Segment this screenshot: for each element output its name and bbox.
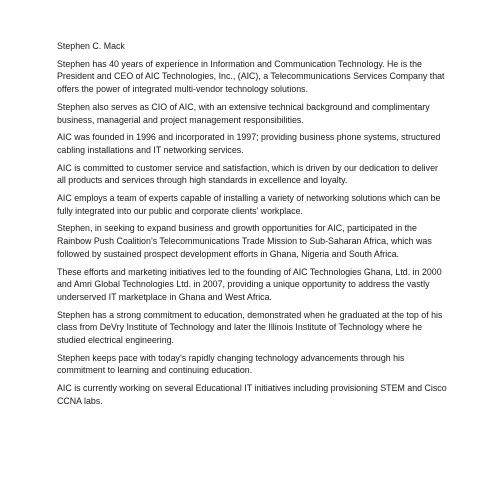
paragraph-customer-service: AIC is committed to customer service and satisfaction, which is driven by our dedication to deliver all products and services through high standards in excellence and loyalty. bbox=[57, 162, 438, 186]
paragraph-education: Stephen has a strong commitment to education, demonstrated when he graduated at the top of his class from DeVry Institute of Technology and later the Illinois Institute of Technology where he studied electrical engineering. bbox=[57, 309, 443, 346]
paragraph-cio-role: Stephen also serves as CIO of AIC, with an extensive technical background and complimentary business, managerial and project management responsibilities. bbox=[57, 101, 430, 125]
document-title: Stephen C. Mack bbox=[57, 41, 125, 51]
document-page bbox=[57, 40, 447, 413]
paragraph-team: AIC employs a team of experts capable of installing a variety of networking solutions which can be fully integrated into our public and corporate clients’ workplace. bbox=[57, 193, 441, 216]
paragraph-experience: Stephen has 40 years of experience in Information and Communication Technology. He is the President and CEO of AIC Technologies, Inc., (AIC), a Telecommunications Services Company that offers the power of integrated multi-vendor technology solutions. bbox=[57, 58, 445, 95]
paragraph-ghana-founding: These efforts and marketing initiatives led to the founding of AIC Technologies Ghana, Ltd. in 2000 and Amri Global Technologies Ltd. in 2007, providing a unique opportunity to address the vastly underserved IT marketplace in Ghana and West Africa. bbox=[57, 266, 442, 302]
paragraph-it-initiatives: AIC is currently working on several Educational IT initiatives including provisioning STEM and Cisco CCNA labs. bbox=[57, 383, 447, 406]
paragraph-founding: AIC was founded in 1996 and incorporated in 1997; providing business phone systems, structured cabling installations and IT networking services. bbox=[57, 132, 441, 155]
paragraph-continuing-education: Stephen keeps pace with today’s rapidly changing technology advancements through his commitment to learning and continuing education. bbox=[57, 352, 405, 376]
paragraph-trade-mission: Stephen, in seeking to expand business and growth opportunities for AIC, participated in the Rainbow Push Coalition’s Telecommunications Trade Mission to Sub-Saharan Africa, which was followed by sustained prospect development efforts in Ghana, Nigeria and South Africa. bbox=[57, 223, 432, 259]
